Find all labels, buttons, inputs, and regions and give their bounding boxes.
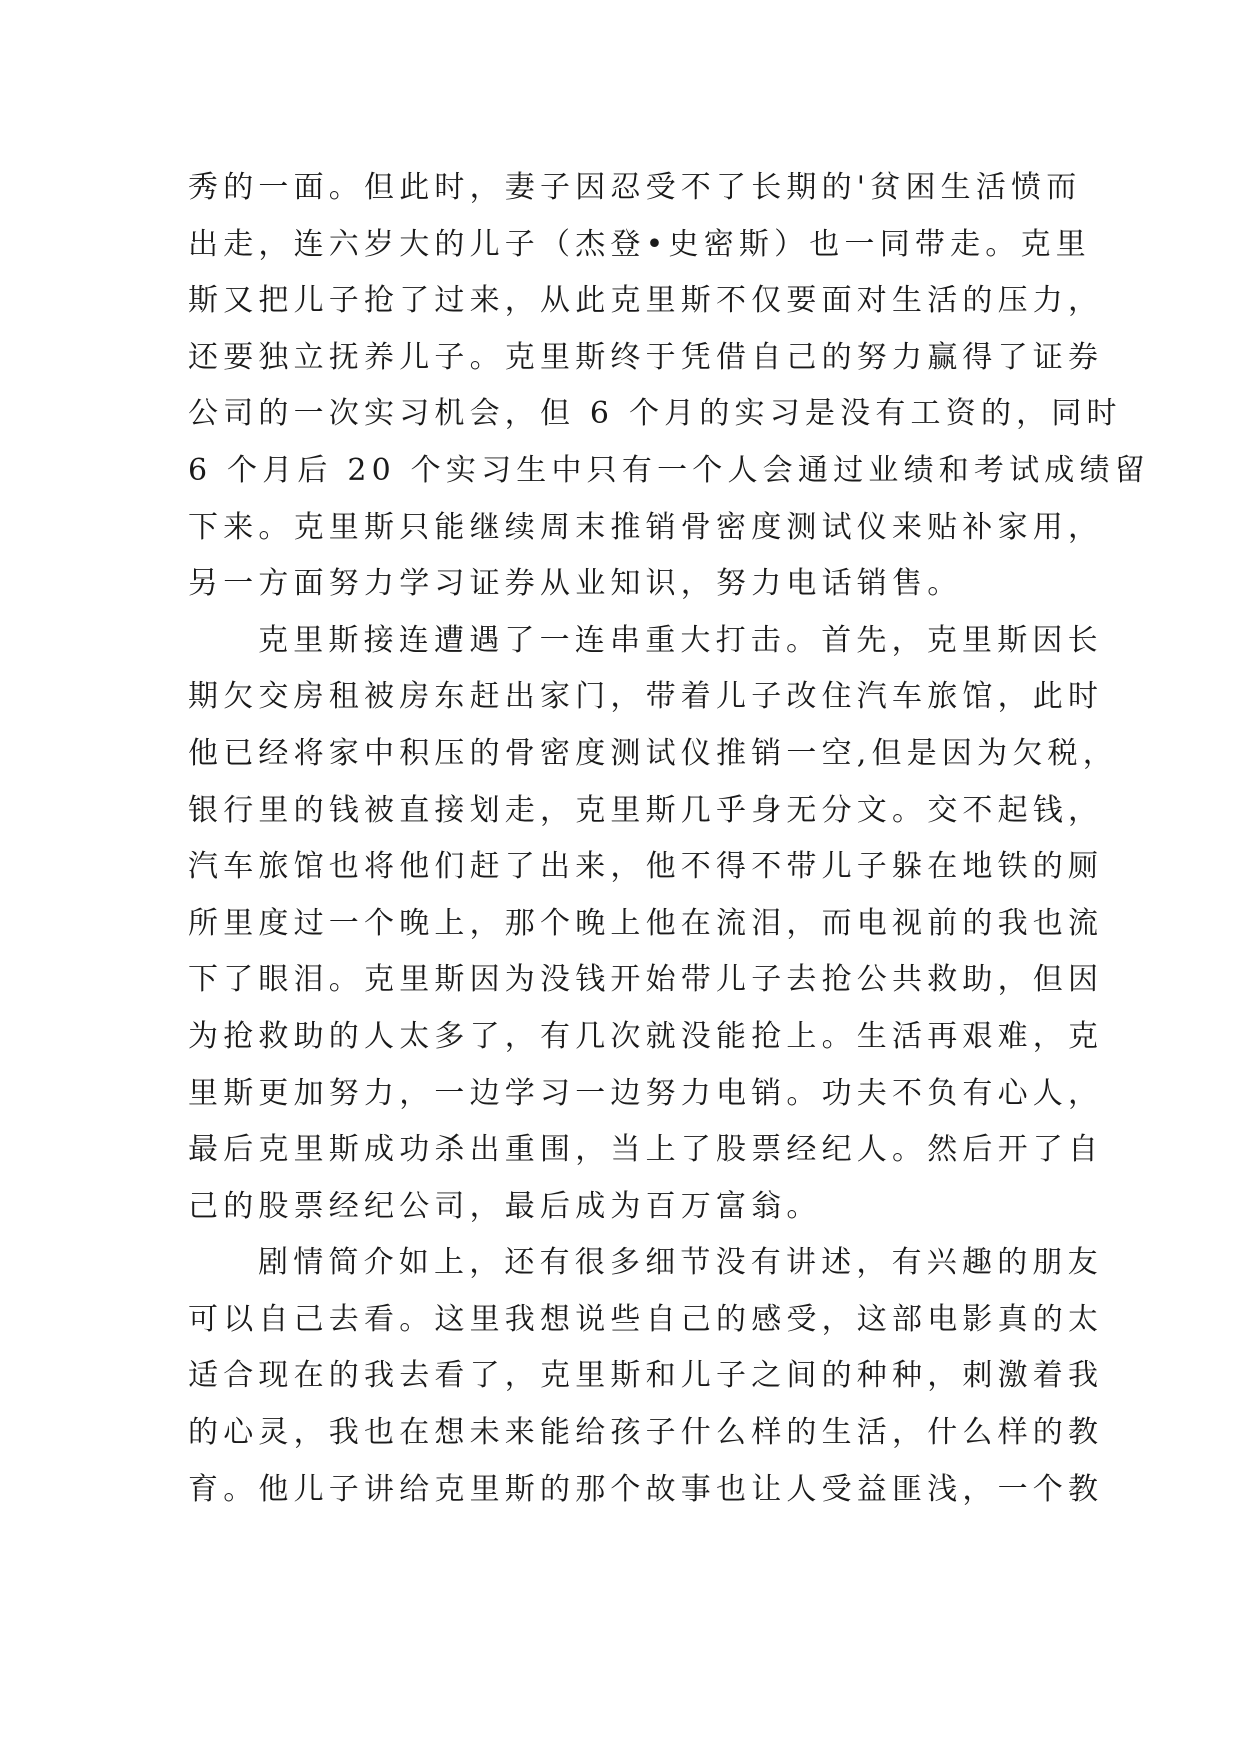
text-line: 还要独立抚养儿子。克里斯终于凭借自己的努力赢得了证券 — [188, 339, 1104, 375]
text-line: 期欠交房租被房东赶出家门，带着儿子改住汽车旅馆，此时 — [188, 679, 1104, 715]
text-line: 6 个月后 20 个实习生中只有一个人会通过业绩和考试成绩留 — [188, 452, 1150, 488]
text-line: 所里度过一个晚上，那个晚上他在流泪，而电视前的我也流 — [188, 905, 1104, 941]
text-line: 公司的一次实习机会，但 6 个月的实习是没有工资的，同时 — [188, 396, 1122, 432]
text-line: 斯又把儿子抢了过来，从此克里斯不仅要面对生活的压力， — [188, 283, 1104, 319]
text-line: 育。他儿子讲给克里斯的那个故事也让人受益匪浅，一个教 — [188, 1471, 1104, 1507]
text-line: 另一方面努力学习证券从业知识，努力电话销售。 — [188, 566, 963, 602]
text-line: 下来。克里斯只能继续周末推销骨密度测试仪来贴补家用， — [188, 509, 1104, 545]
text-line: 最后克里斯成功杀出重围，当上了股票经纪人。然后开了自 — [188, 1132, 1104, 1168]
text-line: 汽车旅馆也将他们赶了出来，他不得不带儿子躲在地铁的厕 — [188, 849, 1104, 885]
text-line: 适合现在的我去看了，克里斯和儿子之间的种种，刺激着我 — [188, 1358, 1104, 1394]
text-line: 的心灵，我也在想未来能给孩子什么样的生活，什么样的教 — [188, 1415, 1104, 1451]
text-line: 秀的一面。但此时，妻子因忍受不了长期的'贫困生活愤而 — [188, 170, 1082, 205]
text-line: 己的股票经纪公司，最后成为百万富翁。 — [188, 1188, 822, 1224]
text-line: 剧情简介如上，还有很多细节没有讲述，有兴趣的朋友 — [258, 1245, 1103, 1281]
text-line: 下了眼泪。克里斯因为没钱开始带儿子去抢公共救助，但因 — [188, 962, 1104, 998]
text-line: 银行里的钱被直接划走，克里斯几乎身无分文。交不起钱， — [188, 792, 1104, 828]
text-line: 为抢救助的人太多了，有几次就没能抢上。生活再艰难，克 — [188, 1018, 1104, 1054]
text-line: 里斯更加努力，一边学习一边努力电销。功夫不负有心人， — [188, 1075, 1104, 1111]
text-line: 克里斯接连遭遇了一连串重大打击。首先，克里斯因长 — [258, 622, 1103, 658]
text-line: 他已经将家中积压的骨密度测试仪推销一空,但是因为欠税， — [188, 735, 1118, 771]
body-text — [188, 160, 1150, 1518]
text-line: 出走，连六岁大的儿子（杰登•史密斯）也一同带走。克里 — [188, 226, 1091, 262]
text-line: 可以自己去看。这里我想说些自己的感受，这部电影真的太 — [188, 1301, 1104, 1337]
